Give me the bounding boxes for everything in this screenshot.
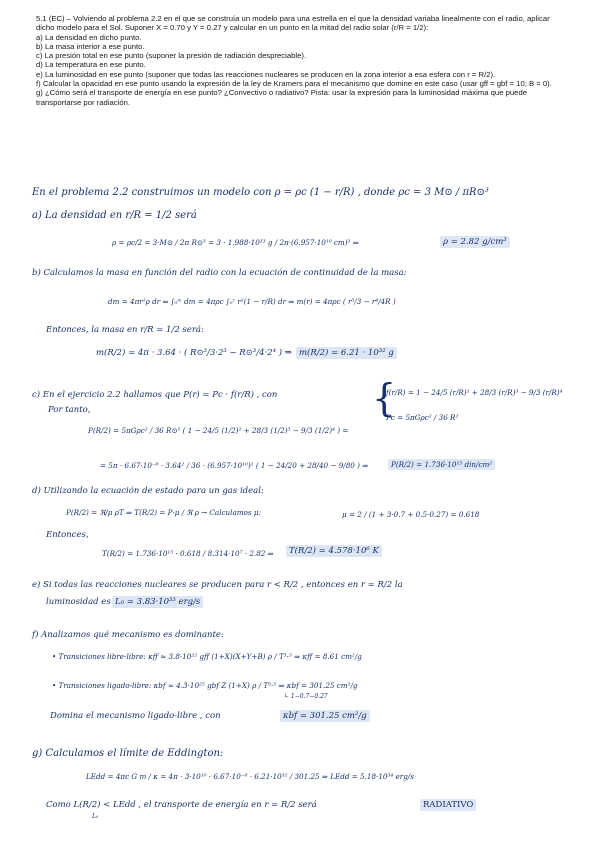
section-e-line1: e) Si todas las reacciones nucleares se producen para r < R/2 , entonces en r = R/2 la: [32, 580, 403, 590]
section-b-result: m(R/2) = 6.21 · 10³² g: [296, 347, 397, 359]
section-c-heading: c) En el ejercicio 2.2 hallamos que P(r) = Pc · f(r/R) , con: [32, 390, 278, 400]
problem-item-b: b) La masa interior a ese punto.: [36, 41, 145, 51]
section-e-line2: luminosidad es: [46, 597, 111, 607]
section-b-then: Entonces, la masa en r/R = 1/2 será:: [46, 325, 204, 335]
problem-statement: [36, 14, 556, 107]
section-g-conclusion: Como L(R/2) < LEdd , el transporte de energía en r = R/2 será: [46, 800, 317, 810]
problem-item-a: a) La densidad en dicho punto.: [36, 32, 142, 42]
section-g-result: RADIATIVO: [420, 799, 476, 811]
section-c-result: P(R/2) = 1.736·10¹⁵ din/cm²: [388, 459, 495, 470]
brace: {: [372, 376, 397, 420]
problem-item-d: d) La temperatura en ese punto.: [36, 60, 146, 70]
problem-item-g: g) ¿Cómo será el transporte de energía en ese punto? ¿Convectivo o radiativo? Pista: usar la expresión para la luminosidad máxima que puede transportarse por radiación.: [36, 88, 527, 107]
section-f-result: κbf = 301.25 cm²/g: [280, 710, 370, 722]
section-c-f-definition: f(r/R) = 1 − 24/5 (r/R)² + 28/3 (r/R)³ − 9/3 (r/R)⁴: [386, 388, 563, 397]
section-g-subscript: L₀: [92, 813, 99, 820]
section-d-mu: μ = 2 / (1 + 3·0.7 + 0.5·0.27) = 0.618: [342, 510, 480, 519]
section-f-z-note: ↳ 1−0.7−0.27: [284, 693, 328, 700]
section-d-work2: T(R/2) = 1.736·10¹⁵ · 0.618 / 8.314·10⁷ · 2.82 ⇒: [102, 549, 274, 558]
section-f-bound-free: • Transiciones ligado-libre: κbf ≈ 4.3·10²⁵ gbf Z (1+X) ρ / T³·⁵ ⇒ κbf = 301.25 cm²/g: [52, 681, 358, 690]
section-e-result: L₀ = 3.83·10³³ erg/s: [112, 596, 203, 608]
section-a-result: ρ = 2.82 g/cm³: [440, 236, 510, 248]
problem-item-c: c) La presión total en ese punto (suponer la presión de radiación despreciable).: [36, 51, 307, 61]
section-d-work: P(R/2) = ℜ/μ ρT ⇒ T(R/2) = P·μ / ℜ ρ → Calculamos μ:: [66, 508, 261, 517]
section-d-then: Entonces,: [46, 530, 89, 540]
section-d-heading: d) Utilizando la ecuación de estado para un gas ideal:: [32, 486, 264, 496]
section-a-work: ρ = ρc/2 = 3·M⊙ / 2π R⊙³ = 3 · 1.988·10³³ g / 2π·(6.957·10¹⁰ cm)³ ⇒: [112, 238, 359, 247]
solution-intro: En el problema 2.2 construimos un modelo con ρ = ρc (1 − r/R) , donde ρc = 3 M⊙ / πR⊙³: [32, 187, 489, 198]
section-b-work: dm = 4πr²ρ dr ⇒ ∫₀ᵐ dm = 4πρc ∫₀ʳ r²(1 − r/R) dr ⇒ m(r) = 4πρc ( r³/3 − r⁴/4R ): [108, 297, 396, 306]
problem-item-f: f) Calcular la opacidad en ese punto usando la expresión de la ley de Kramers para el mecanismo que domine en este caso (usar gff = gbf = 10; B = 0).: [36, 79, 552, 89]
section-b-heading: b) Calculamos la masa en función del radio con la ecuación de continuidad de la masa:: [32, 268, 407, 278]
problem-intro: 5.1 (EC) – Volviendo al problema 2.2 en el que se construía un modelo para una estrella en el que la densidad variaba linealmente con el radio, aplicar dicho modelo para el Sol. Suponer X = 0.70 y Y = 0.27 y calcular en un punto en la mitad del radio solar (r/R = 1/2):: [36, 14, 550, 33]
problem-item-e: e) La luminosidad en ese punto (suponer que todas las reacciones nucleares se producen en la zona interior a esa esfera con r = R/2).: [36, 69, 496, 79]
section-b-work2: m(R/2) = 4π · 3.64 · ( R⊙³/3·2³ − R⊙³/4·2⁴ ) ⇒: [96, 348, 292, 358]
section-c-then: Por tanto,: [48, 405, 91, 415]
section-c-work2: = 5π · 6.67·10⁻⁸ · 3.64² / 36 · (6.957·10¹⁰)² ( 1 − 24/20 + 28/40 − 9/80 ) ⇒: [100, 461, 369, 470]
section-f-free-free: • Transiciones libre-libre: κff ≈ 3.8·10²² gff (1+X)(X+Y+B) ρ / T³·⁵ ⇒ κff = 8.61 cm²/g: [52, 652, 362, 661]
section-f-conclusion: Domina el mecanismo ligado-libre , con: [50, 711, 221, 721]
section-c-pc-definition: Pc = 5πGρc² / 36 R²: [386, 413, 459, 422]
section-g-heading: g) Calculamos el límite de Eddington:: [32, 748, 224, 759]
section-a-heading: a) La densidad en r/R = 1/2 será: [32, 210, 197, 221]
section-g-work: LEdd = 4πc G m / κ = 4π · 3·10¹⁰ · 6.67·10⁻⁸ · 6.21·10³² / 301.25 ⇒ LEdd = 5.18·10³⁴ erg/s: [86, 772, 414, 781]
section-f-heading: f) Analizamos qué mecanismo es dominante:: [32, 630, 224, 640]
section-c-work: P(R/2) = 5πGρc² / 36 R⊙² ( 1 − 24/5 (1/2)² + 28/3 (1/2)³ − 9/3 (1/2)⁴ ) =: [88, 426, 349, 435]
section-d-result: T(R/2) = 4.578·10⁶ K: [286, 545, 382, 557]
